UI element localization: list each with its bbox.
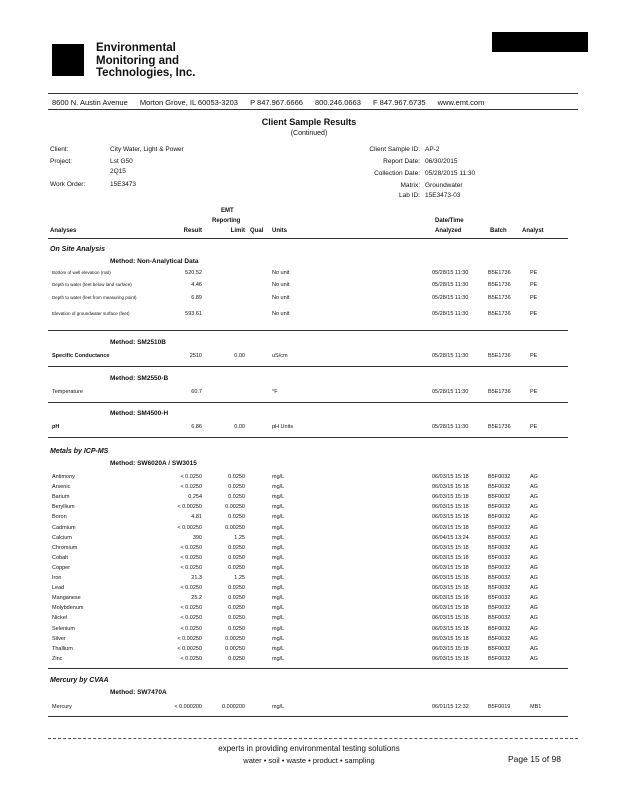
temp-result: 60.7 [191, 389, 202, 395]
metal-result: < 0.00250 [177, 525, 202, 531]
metal-result: 0.254 [188, 494, 202, 500]
metal-analyzed: 06/03/15 15:18 [432, 656, 469, 662]
onsite-result: 593.61 [185, 311, 202, 317]
sc-batch: B5E1736 [488, 353, 511, 359]
metal-analysis: Thallium [52, 646, 73, 652]
metal-limit: 0.0250 [228, 474, 245, 480]
onsite-analysis: Depth to water (feet below land surface) [52, 282, 132, 287]
matrix-value: Groundwater [425, 182, 463, 189]
metal-analyst: AG [530, 656, 538, 662]
metal-limit: 0.00250 [225, 636, 245, 642]
metal-limit: 0.0250 [228, 514, 245, 520]
metal-limit: 0.00250 [225, 525, 245, 531]
metal-units: mg/L [272, 555, 285, 561]
metal-limit: 0.0250 [228, 605, 245, 611]
column-header-analyst: Analyst [522, 228, 544, 234]
section-title: Metals by ICP-MS [50, 448, 109, 455]
metal-analyst: AG [530, 615, 538, 621]
report-date-value: 06/30/2015 [425, 158, 458, 165]
company-name [96, 42, 195, 80]
section-rule [48, 330, 568, 331]
onsite-result: 520.52 [185, 270, 202, 276]
metal-analyst: AG [530, 474, 538, 480]
metal-result: < 0.00250 [177, 646, 202, 652]
section-rule [48, 437, 568, 438]
metal-limit: 0.0250 [228, 494, 245, 500]
header-rule [48, 109, 578, 110]
metal-units: mg/L [272, 494, 285, 500]
metal-units: mg/L [272, 504, 285, 510]
metal-units: mg/L [272, 565, 285, 571]
temp-units: °F [272, 389, 278, 395]
metal-analyzed: 06/03/15 15:18 [432, 525, 469, 531]
footer-tagline: experts in providing environmental testing solutions [218, 744, 400, 753]
metal-analysis: Chromium [52, 545, 78, 551]
metal-batch: B5F0032 [488, 545, 511, 551]
metal-analyzed: 06/03/15 15:18 [432, 494, 469, 500]
page-number: Page 15 of 98 [508, 754, 561, 764]
metal-batch: B5F0032 [488, 504, 511, 510]
temp-batch: B5E1736 [488, 389, 511, 395]
metal-result: 21.3 [191, 575, 202, 581]
metal-units: mg/L [272, 575, 285, 581]
metal-units: mg/L [272, 545, 285, 551]
metal-limit: 1.25 [234, 575, 245, 581]
metal-batch: B5F0032 [488, 656, 511, 662]
metal-analysis: Lead [52, 585, 65, 591]
footer-services: water • soil • waste • product • sampling [243, 756, 375, 765]
section-title: Mercury by CVAA [50, 677, 109, 684]
method-label: Method: SM2550-B [110, 375, 169, 382]
ph-analysis: pH [52, 424, 60, 430]
company-logo [52, 44, 84, 76]
metal-result: 25.2 [191, 595, 202, 601]
metal-analysis: Iron [52, 575, 62, 581]
metal-analyzed: 06/04/15 13:24 [432, 535, 469, 541]
metal-result: < 0.0250 [180, 656, 202, 662]
metal-analyzed: 06/03/15 15:18 [432, 585, 469, 591]
sc-units: uS/cm [272, 353, 288, 359]
metal-limit: 0.0250 [228, 626, 245, 632]
sc-analyst: PE [530, 353, 538, 359]
metal-result: < 0.0250 [180, 555, 202, 561]
metal-limit: 0.00250 [225, 646, 245, 652]
lab-id-value: 15E3473-03 [425, 192, 461, 199]
onsite-units: No unit [272, 270, 290, 276]
mercury-analyzed: 06/01/15 12:32 [432, 704, 469, 710]
metal-result: < 0.0250 [180, 626, 202, 632]
metal-analyzed: 06/03/15 15:18 [432, 646, 469, 652]
column-header-result: Result [183, 228, 202, 234]
metal-batch: B5F0032 [488, 525, 511, 531]
company-line: Environmental [96, 42, 176, 54]
metal-limit: 0.0250 [228, 565, 245, 571]
mercury-result: < 0.000200 [174, 704, 202, 710]
metal-analyzed: 06/03/15 15:18 [432, 565, 469, 571]
metal-limit: 1.25 [234, 535, 245, 541]
metal-result: < 0.0250 [180, 615, 202, 621]
metal-batch: B5F0032 [488, 474, 511, 480]
metal-units: mg/L [272, 484, 285, 490]
onsite-analysis: Elevation of groundwater surface (feet) [52, 311, 130, 316]
metal-analysis: Cobalt [52, 555, 68, 561]
metal-analyst: AG [530, 565, 538, 571]
workorder-value: 15E3473 [110, 181, 137, 188]
company-line: Technologies, Inc. [96, 67, 196, 79]
metal-analyst: AG [530, 555, 538, 561]
metal-analyst: AG [530, 626, 538, 632]
metal-units: mg/L [272, 514, 285, 520]
metal-analysis: Boron [52, 514, 67, 520]
metal-analyzed: 06/03/15 15:18 [432, 545, 469, 551]
onsite-units: No unit [272, 282, 290, 288]
onsite-result: 4.46 [191, 282, 202, 288]
metal-analyst: AG [530, 514, 538, 520]
temp-analyst: PE [530, 389, 538, 395]
metal-analyzed: 06/03/15 15:18 [432, 474, 469, 480]
onsite-analysis: Bottom of well elevation (msl) [52, 270, 111, 275]
client-label: Client: [50, 146, 69, 153]
mercury-limit: 0.000200 [222, 704, 245, 710]
metal-units: mg/L [272, 595, 285, 601]
metal-result: < 0.00250 [177, 636, 202, 642]
metal-units: mg/L [272, 615, 285, 621]
metal-limit: 0.0250 [228, 545, 245, 551]
column-header-reporting: Reporting [212, 218, 241, 224]
onsite-analyzed: 05/28/15 11:30 [432, 311, 469, 317]
metal-batch: B5F0032 [488, 514, 511, 520]
metal-batch: B5F0032 [488, 484, 511, 490]
metal-limit: 0.0250 [228, 615, 245, 621]
metal-batch: B5F0032 [488, 555, 511, 561]
column-header-analyzed: Analyzed [435, 228, 462, 234]
project-label: Project: [50, 158, 73, 165]
mercury-units: mg/L [272, 704, 285, 710]
metal-analyzed: 06/03/15 15:18 [432, 555, 469, 561]
section-rule [48, 716, 568, 717]
metal-analyzed: 06/03/15 15:18 [432, 615, 469, 621]
metal-analysis: Nickel [52, 615, 67, 621]
onsite-units: No unit [272, 295, 290, 301]
metal-batch: B5F0032 [488, 535, 511, 541]
onsite-analyzed: 05/28/15 11:30 [432, 270, 469, 276]
metal-result: < 0.00250 [177, 504, 202, 510]
metal-analysis: Calcium [52, 535, 72, 541]
collection-date-value: 05/28/2015 11:30 [425, 170, 476, 177]
ph-analyst: PE [530, 424, 538, 430]
metal-analyst: AG [530, 545, 538, 551]
metal-analysis: Copper [52, 565, 71, 571]
metal-result: < 0.0250 [180, 605, 202, 611]
metal-limit: 0.0250 [228, 656, 245, 662]
onsite-batch: B5E1736 [488, 295, 511, 301]
metal-limit: 0.0250 [228, 555, 245, 561]
metal-result: < 0.0250 [180, 545, 202, 551]
metal-units: mg/L [272, 636, 285, 642]
redaction-bar [492, 32, 588, 52]
metal-limit: 0.00250 [225, 504, 245, 510]
section-title: On Site Analysis [50, 246, 105, 253]
column-header-batch: Batch [490, 228, 507, 234]
metal-analyst: AG [530, 575, 538, 581]
company-line: Monitoring and [96, 54, 180, 67]
metal-analysis: Silver [52, 636, 66, 642]
sc-analysis: Specific Conductance [52, 353, 110, 359]
metal-analysis: Barium [52, 494, 70, 500]
project-value: Lst G50 [110, 158, 133, 165]
column-header-qual: Qual [250, 228, 264, 234]
metal-analyzed: 06/03/15 15:18 [432, 575, 469, 581]
onsite-analysis: Depth to water (feet from measuring point) [52, 295, 137, 300]
sc-limit: 0.00 [234, 353, 245, 359]
metal-batch: B5F0032 [488, 605, 511, 611]
method-label: Method: SW6020A / SW3015 [110, 460, 197, 467]
metal-batch: B5F0032 [488, 595, 511, 601]
section-rule [48, 668, 568, 669]
address-tollfree: 800.246.0663 [315, 98, 361, 107]
metal-result: < 0.0250 [180, 565, 202, 571]
column-header-analyses: Analyses [50, 228, 77, 234]
ph-units: pH Units [272, 424, 294, 430]
method-label: Method: Non-Analytical Data [110, 258, 199, 265]
temp-analysis: Temperature [52, 389, 83, 395]
sc-analyzed: 05/28/15 11:30 [432, 353, 469, 359]
page-subtitle: (Continued) [290, 130, 328, 137]
onsite-batch: B5E1736 [488, 282, 511, 288]
metal-analyst: AG [530, 595, 538, 601]
temp-analyzed: 05/28/15 11:30 [432, 389, 469, 395]
metal-analyzed: 06/03/15 15:18 [432, 636, 469, 642]
column-header-emt: EMT [221, 208, 234, 214]
workorder-label: Work Order: [50, 181, 86, 188]
sc-result: 2510 [189, 353, 202, 359]
ph-limit: 0.00 [234, 424, 245, 430]
metal-analysis: Selenium [52, 626, 75, 632]
metal-batch: B5F0032 [488, 585, 511, 591]
metal-analysis: Arsenic [52, 484, 71, 490]
address-fax: F 847.967.6735 [373, 98, 426, 107]
onsite-batch: B5E1736 [488, 270, 511, 276]
metal-batch: B5F0032 [488, 646, 511, 652]
column-header-units: Units [272, 228, 287, 234]
metal-result: 4.81 [191, 514, 202, 520]
metal-units: mg/L [272, 626, 285, 632]
metal-analyzed: 06/03/15 15:18 [432, 595, 469, 601]
onsite-batch: B5E1736 [488, 311, 511, 317]
metal-analyst: AG [530, 646, 538, 652]
metal-batch: B5F0032 [488, 575, 511, 581]
metal-units: mg/L [272, 525, 285, 531]
metal-analysis: Zinc [52, 656, 63, 662]
onsite-analyst: PE [530, 295, 538, 301]
metal-units: mg/L [272, 585, 285, 591]
address-phone: P 847.967.6666 [250, 98, 303, 107]
sample-id-value: AP-2 [425, 146, 440, 153]
mercury-analysis: Mercury [52, 704, 72, 710]
metal-analyzed: 06/03/15 15:18 [432, 484, 469, 490]
metal-analyzed: 06/03/15 15:18 [432, 626, 469, 632]
section-rule [48, 402, 568, 403]
metal-analysis: Manganese [52, 595, 81, 601]
onsite-result: 6.89 [191, 295, 202, 301]
ph-result: 6.86 [191, 424, 202, 430]
column-header-limit: Limit [230, 228, 245, 234]
lab-id-label: Lab ID: [399, 192, 420, 199]
address-street: 8600 N. Austin Avenue [52, 98, 128, 107]
metal-limit: 0.0250 [228, 484, 245, 490]
metal-analyst: AG [530, 494, 538, 500]
onsite-analyst: PE [530, 282, 538, 288]
company-address [52, 98, 494, 107]
metal-batch: B5F0032 [488, 626, 511, 632]
metal-analyzed: 06/03/15 15:18 [432, 514, 469, 520]
metal-analysis: Antimony [52, 474, 75, 480]
metal-analyst: AG [530, 484, 538, 490]
method-label: Method: SM4500-H [110, 410, 169, 417]
section-rule [48, 366, 568, 367]
onsite-analyst: PE [530, 270, 538, 276]
metal-units: mg/L [272, 474, 285, 480]
metal-analyst: AG [530, 605, 538, 611]
metal-limit: 0.0250 [228, 595, 245, 601]
metal-units: mg/L [272, 656, 285, 662]
metal-analyst: AG [530, 636, 538, 642]
metal-result: 390 [192, 535, 202, 541]
metal-result: < 0.0250 [180, 585, 202, 591]
project-value: 2Q15 [110, 168, 126, 175]
metal-batch: B5F0032 [488, 636, 511, 642]
metal-batch: B5F0032 [488, 494, 511, 500]
footer-rule [48, 738, 578, 739]
mercury-batch: B5F0019 [488, 704, 511, 710]
mercury-analyst: MB1 [530, 704, 542, 710]
metal-analyzed: 06/03/15 15:18 [432, 504, 469, 510]
address-city: Morton Grove, IL 60053-3203 [139, 98, 238, 107]
table-header-rule [48, 238, 568, 239]
metal-analysis: Molybdenum [52, 605, 84, 611]
matrix-label: Matrix: [400, 182, 420, 189]
sample-id-label: Client Sample ID: [369, 146, 420, 153]
metal-units: mg/L [272, 535, 285, 541]
metal-analyzed: 06/03/15 15:18 [432, 605, 469, 611]
metal-batch: B5F0032 [488, 565, 511, 571]
metal-units: mg/L [272, 646, 285, 652]
metal-units: mg/L [272, 605, 285, 611]
metal-analysis: Beryllium [52, 504, 75, 510]
metal-result: < 0.0250 [180, 484, 202, 490]
metal-result: < 0.0250 [180, 474, 202, 480]
ph-batch: B5E1736 [488, 424, 511, 430]
onsite-units: No unit [272, 311, 290, 317]
metal-analyst: AG [530, 525, 538, 531]
client-value: City Water, Light & Power [110, 146, 184, 153]
metal-analyst: AG [530, 535, 538, 541]
column-header-datetime: Date/Time [435, 218, 464, 224]
address-website[interactable]: www.emt.com [437, 98, 485, 107]
metal-analysis: Cadmium [52, 525, 76, 531]
onsite-analyzed: 05/28/15 11:30 [432, 282, 469, 288]
metal-batch: B5F0032 [488, 615, 511, 621]
metal-limit: 0.0250 [228, 585, 245, 591]
report-date-label: Report Date: [383, 158, 420, 165]
method-label: Method: SM2510B [110, 339, 166, 346]
onsite-analyst: PE [530, 311, 538, 317]
metal-analyst: AG [530, 585, 538, 591]
page-title: Client Sample Results [261, 117, 357, 127]
ph-analyzed: 05/28/15 11:30 [432, 424, 469, 430]
metal-analyst: AG [530, 504, 538, 510]
method-label: Method: SW7470A [110, 689, 167, 696]
header-rule [48, 93, 578, 94]
onsite-analyzed: 05/28/15 11:30 [432, 295, 469, 301]
collection-date-label: Collection Date: [374, 170, 420, 177]
